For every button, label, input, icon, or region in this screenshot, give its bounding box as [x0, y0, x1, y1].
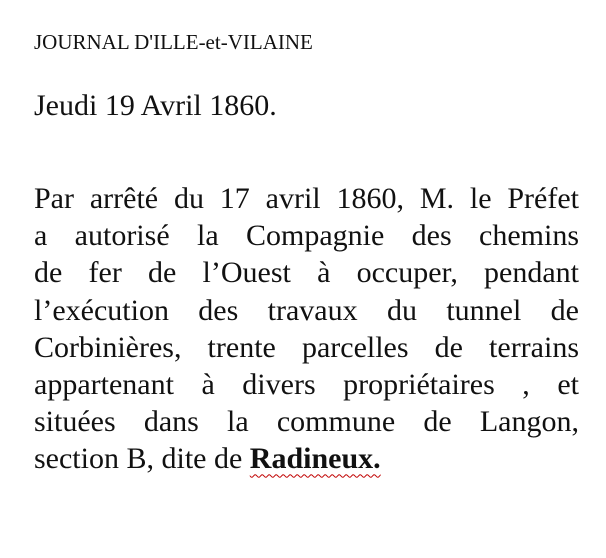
article-line-6: appartenant à divers propriétaires , et — [34, 367, 579, 401]
article-line-3: de fer de l’Ouest à occuper, pendant — [34, 256, 579, 290]
article-line-4: l’exécution des travaux du tunnel de — [34, 293, 579, 327]
article-line-8-text: section B, dite de — [34, 442, 250, 476]
article-paragraph — [34, 180, 579, 478]
article-line-7: situées dans la commune de Langon, — [34, 405, 579, 439]
place-name: Radineux. — [249, 442, 381, 476]
article-line-1: Par arrêté du 17 avril 1860, M. le Préfet — [34, 182, 579, 215]
article-line-2: a autorisé la Compagnie des chemins — [34, 219, 579, 253]
article-line-8 — [34, 440, 579, 477]
journal-name: JOURNAL D'ILLE-et-VILAINE — [34, 30, 313, 54]
article-line-5: Corbinières, trente parcelles de terrains — [34, 330, 579, 364]
issue-date: Jeudi 19 Avril 1860. — [34, 89, 277, 122]
